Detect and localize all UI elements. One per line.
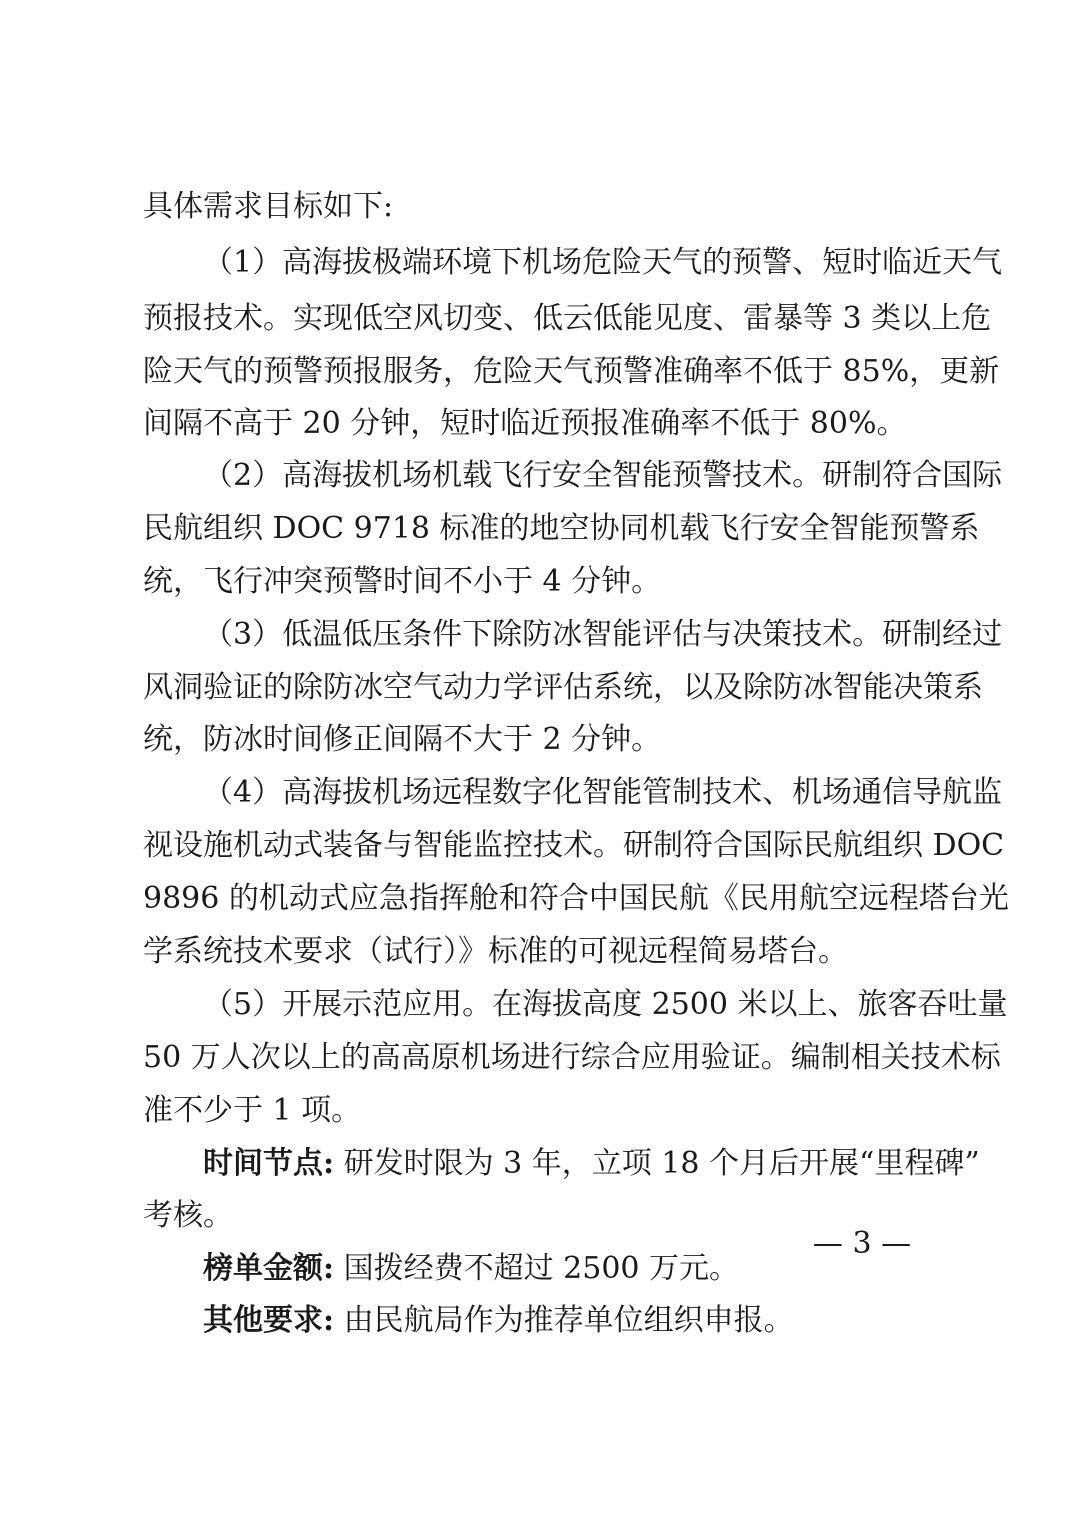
item-1-line-3: 险天气的预警预报服务，危险天气预警准确率不低于 85%，更新 [143, 354, 1000, 389]
item-3-line-2: 风洞验证的除防冰空气动力学评估系统，以及除防冰智能决策系 [143, 670, 983, 705]
item-5-line-3: 准不少于 1 项。 [143, 1093, 362, 1128]
page-number: — 3 — [812, 1226, 912, 1261]
item-5-line-1: （5）开展示范应用。在海拔高度 2500 米以上、旅客吞吐量 [203, 987, 1008, 1022]
item-1-line-4: 间隔不高于 20 分钟，短时临近预报准确率不低于 80%。 [143, 406, 907, 441]
item-2-line-3: 统，飞行冲突预警时间不小于 4 分钟。 [143, 564, 662, 599]
item-3-line-1: （3）低温低压条件下除防冰智能评估与决策技术。研制经过 [203, 617, 1003, 652]
item-1-line-2: 预报技术。实现低空风切变、低云低能见度、雷暴等 3 类以上危 [143, 301, 992, 336]
time-node-line-2: 考核。 [143, 1198, 233, 1233]
item-4-line-4: 学系统技术要求（试行）》标准的可视远程简易塔台。 [143, 934, 848, 969]
funding-text: 国拨经费不超过 2500 万元。 [343, 1251, 740, 1286]
time-node-line-1 [203, 1144, 980, 1184]
other-label: 其他要求: [203, 1303, 335, 1338]
item-2-line-1: （2）高海拔机场机载飞行安全智能预警技术。研制符合国际 [203, 458, 1003, 493]
other-line [203, 1301, 943, 1341]
time-node-label: 时间节点: [203, 1146, 335, 1181]
item-1-line-1: （1）高海拔极端环境下机场危险天气的预警、短时临近天气 [203, 245, 1003, 280]
item-4-line-2: 视设施机动式装备与智能监控技术。研制符合国际民航组织 DOC [143, 828, 1005, 863]
intro-line: 具体需求目标如下: [143, 189, 394, 224]
funding-label: 榜单金额: [203, 1251, 335, 1286]
item-5-line-2: 50 万人次以上的高高原机场进行综合应用验证。编制相关技术标 [143, 1040, 1001, 1075]
item-2-line-2: 民航组织 DOC 9718 标准的地空协同机载飞行安全智能预警系 [143, 511, 980, 546]
item-4-line-3: 9896 的机动式应急指挥舱和符合中国民航《民用航空远程塔台光 [143, 881, 1009, 916]
time-node-text: 研发时限为 3 年，立项 18 个月后开展“里程碑” [343, 1146, 980, 1181]
item-4-line-1: （4）高海拔机场远程数字化智能管制技术、机场通信导航监 [203, 775, 1003, 810]
item-3-line-3: 统，防冰时间修正间隔不大于 2 分钟。 [143, 722, 662, 757]
other-text: 由民航局作为推荐单位组织申报。 [343, 1303, 794, 1338]
